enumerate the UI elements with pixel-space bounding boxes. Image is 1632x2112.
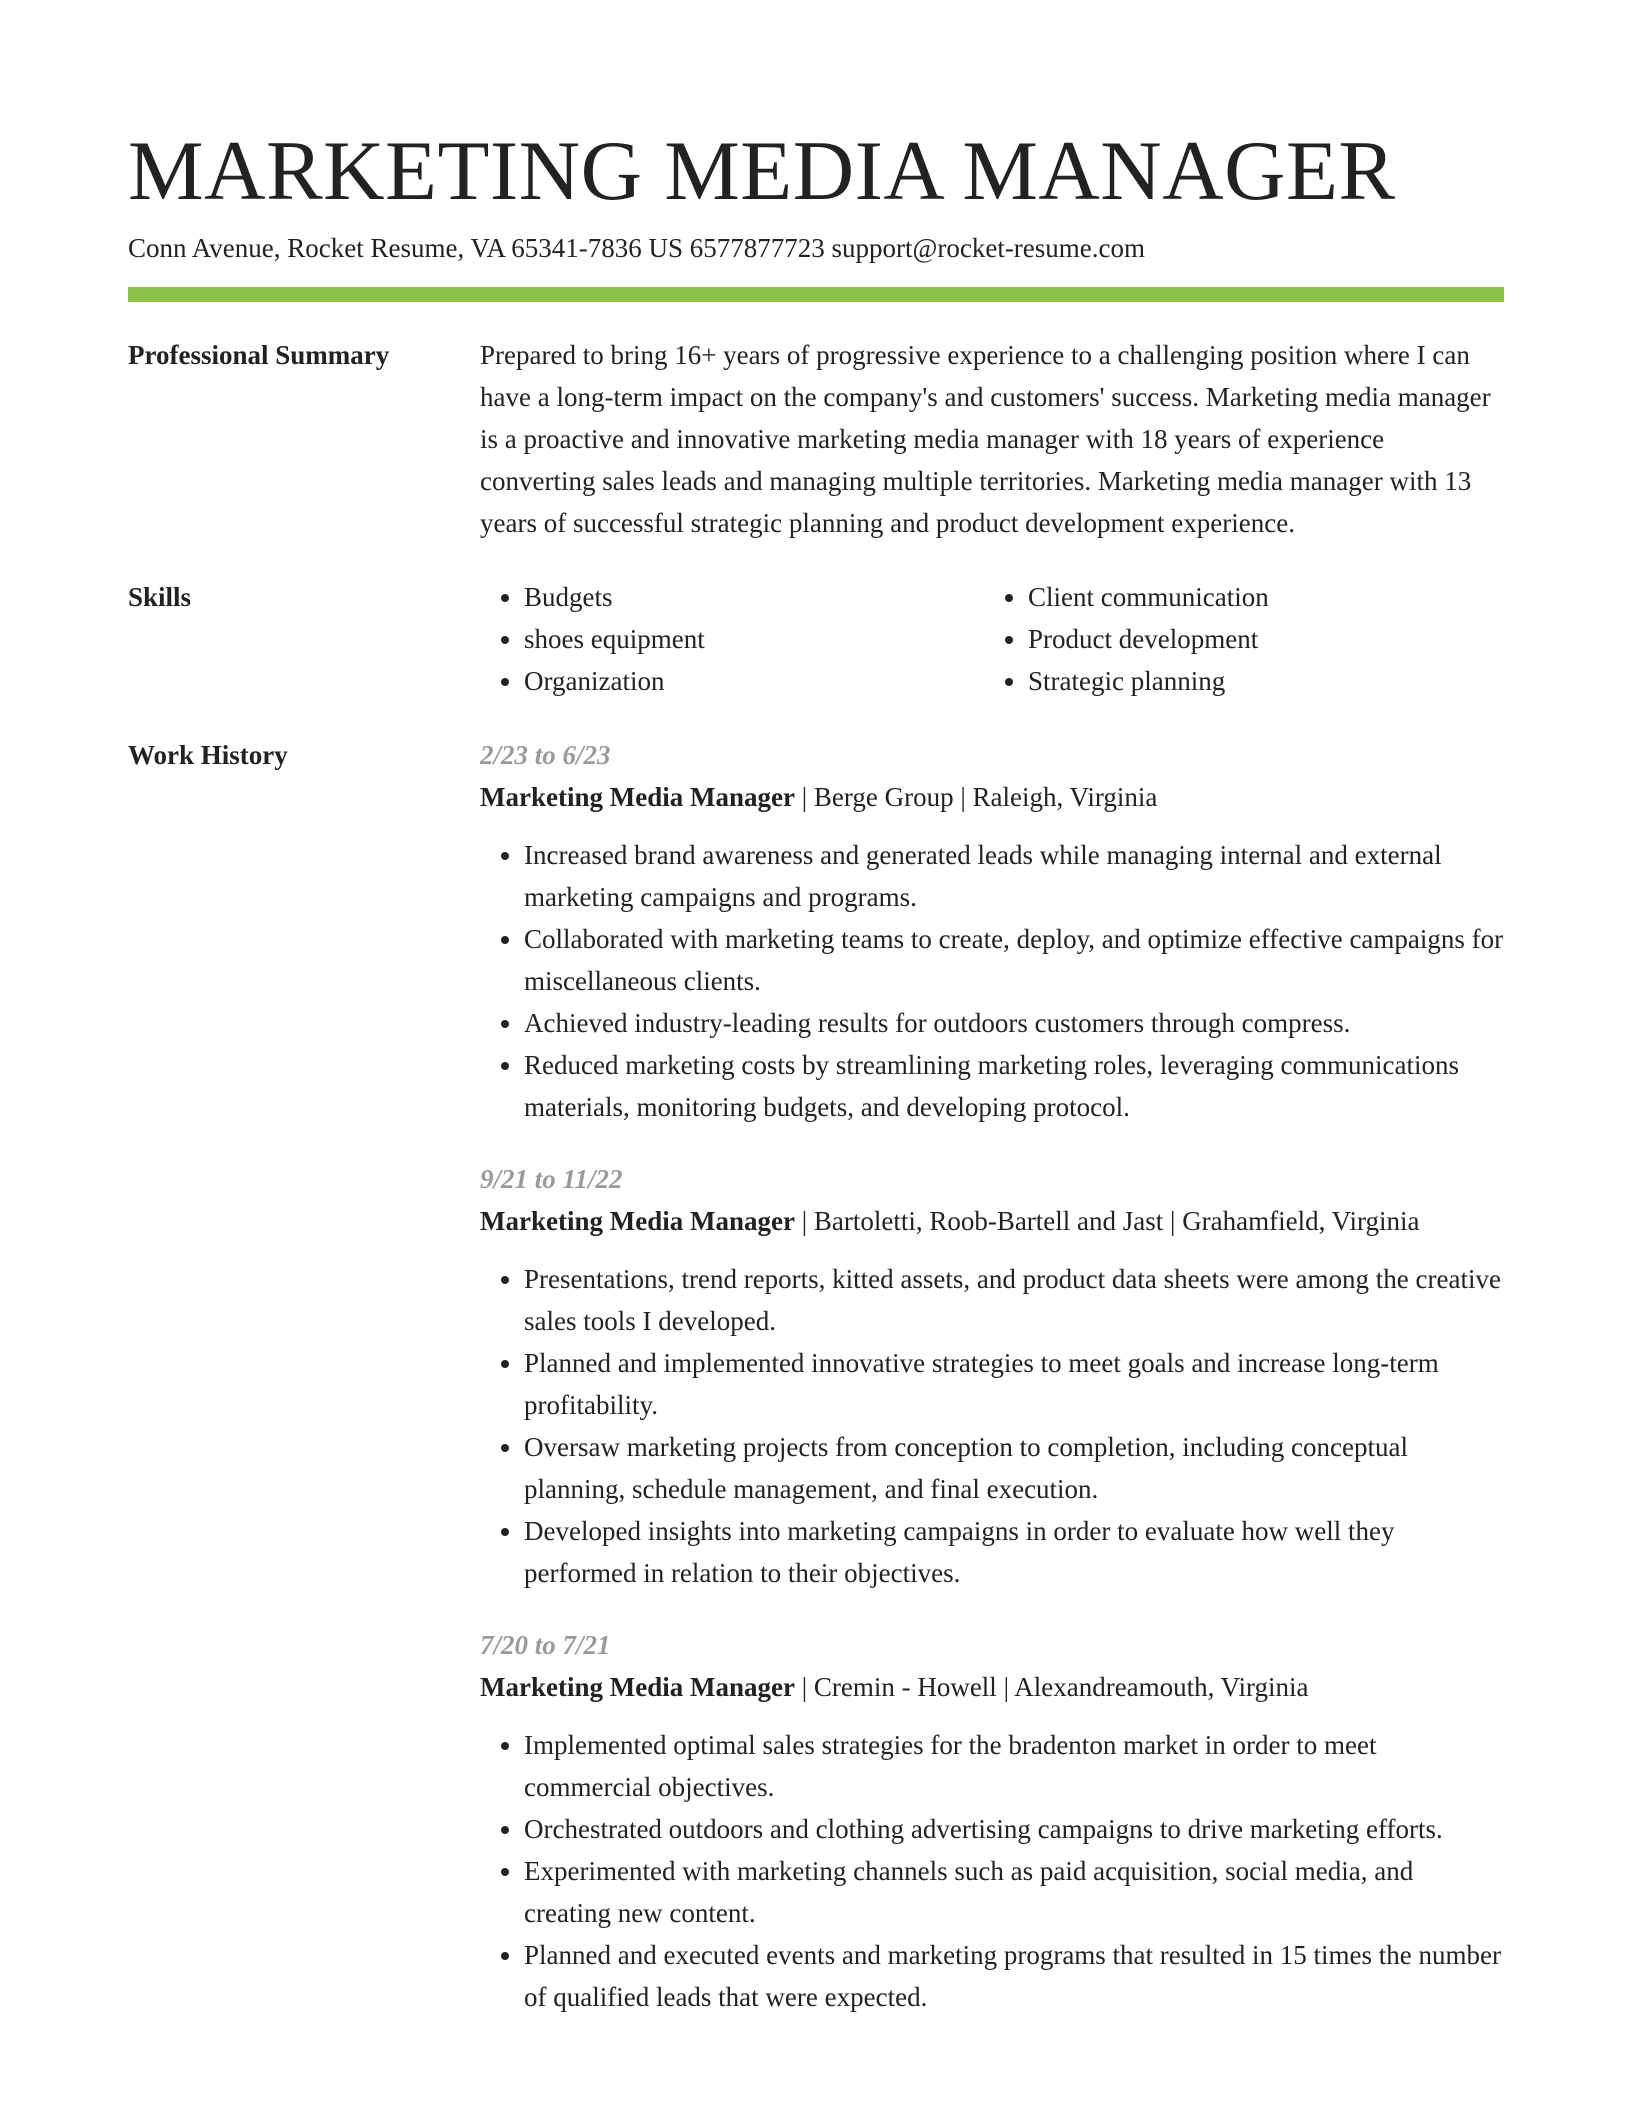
skills-column (480, 576, 984, 702)
skills-list (480, 576, 984, 702)
skill-item: • Organization (524, 660, 984, 702)
section-title: Work History (128, 740, 288, 770)
job-heading (480, 1200, 1504, 1242)
job-company: Cremin - Howell (813, 1672, 997, 1702)
job-title: Marketing Media Manager (480, 1206, 795, 1236)
job-bullet: • Orchestrated outdoors and clothing advertising campaigns to drive marketing efforts. (524, 1808, 1504, 1850)
separator: | (1163, 1206, 1183, 1236)
job-heading (480, 776, 1504, 818)
job-bullet: • Collaborated with marketing teams to create, deploy, and optimize effective campaigns for miscellaneous clients. (524, 918, 1504, 1002)
separator: | (794, 1206, 814, 1236)
skills-grid (480, 576, 1504, 702)
job-heading (480, 1666, 1504, 1708)
skill-item: • Budgets (524, 576, 984, 618)
job-location: Raleigh, Virginia (972, 782, 1158, 812)
separator: | (953, 782, 973, 812)
job-bullet: • Presentations, trend reports, kitted assets, and product data sheets were among the creative sales tools I developed. (524, 1258, 1504, 1342)
job-bullet: • Increased brand awareness and generated leads while managing internal and external marketing campaigns and programs. (524, 834, 1504, 918)
job-company: Berge Group (813, 782, 954, 812)
job-entry (480, 1624, 1504, 2018)
separator: | (996, 1672, 1015, 1702)
job-bullet: • Experimented with marketing channels such as paid acquisition, social media, and creating new content. (524, 1850, 1504, 1934)
contact-line: Conn Avenue, Rocket Resume, VA 65341-7836 US 6577877723 support@rocket-resume.com (128, 233, 1146, 263)
summary-text: Prepared to bring 16+ years of progressive experience to a challenging position where I can have a long-term impact on the company's and customers' success. Marketing media manager is a proactive and innovative marketing media manager with 18 years of experience converting sales leads and managing multiple territories. Marketing media manager with 13 years of successful strategic planning and product development experience. (480, 340, 1491, 538)
work-history-body (480, 734, 1504, 2048)
skills-list (984, 576, 1488, 702)
job-bullet-list (480, 834, 1504, 1128)
job-bullet-list (480, 1258, 1504, 1594)
skill-item: • Product development (1028, 618, 1488, 660)
job-bullet: • Implemented optimal sales strategies for the bradenton market in order to meet commercial objectives. (524, 1724, 1504, 1808)
section-title: Professional Summary (128, 340, 390, 370)
skill-item: • Strategic planning (1028, 660, 1488, 702)
job-bullet: • Planned and executed events and marketing programs that resulted in 15 times the number of qualified leads that were expected. (524, 1934, 1504, 2018)
resume-name-heading: MARKETING MEDIA MANAGER (128, 124, 1396, 218)
job-location: Grahamfield, Virginia (1182, 1206, 1420, 1236)
job-bullet-list (480, 1724, 1504, 2018)
job-bullet: • Developed insights into marketing campaigns in order to evaluate how well they performed in relation to their objectives. (524, 1510, 1504, 1594)
work-history-section (128, 734, 1504, 2048)
separator: | (794, 1672, 814, 1702)
job-bullet: • Reduced marketing costs by streamlining marketing roles, leveraging communications materials, monitoring budgets, and developing protocol. (524, 1044, 1504, 1128)
separator: | (794, 782, 814, 812)
professional-summary-section (128, 334, 1504, 544)
skills-column (984, 576, 1488, 702)
job-bullet: • Achieved industry-leading results for outdoors customers through compress. (524, 1002, 1504, 1044)
job-dates: 7/20 to 7/21 (480, 1630, 611, 1660)
job-dates: 2/23 to 6/23 (480, 740, 611, 770)
job-title: Marketing Media Manager (480, 1672, 795, 1702)
job-bullet: • Oversaw marketing projects from conception to completion, including conceptual planning, schedule management, and final execution. (524, 1426, 1504, 1510)
section-title: Skills (128, 582, 192, 612)
job-company: Bartoletti, Roob-Bartell and Jast (813, 1206, 1164, 1236)
skill-item: • Client communication (1028, 576, 1488, 618)
job-location: Alexandreamouth, Virginia (1014, 1672, 1309, 1702)
job-entry (480, 734, 1504, 1128)
skill-item: • shoes equipment (524, 618, 984, 660)
job-dates: 9/21 to 11/22 (480, 1164, 623, 1194)
job-bullet: • Planned and implemented innovative strategies to meet goals and increase long-term profitability. (524, 1342, 1504, 1426)
job-title: Marketing Media Manager (480, 782, 795, 812)
job-entry (480, 1158, 1504, 1594)
header-divider (128, 287, 1504, 302)
resume-page (128, 118, 1504, 2048)
skills-section (128, 576, 1504, 702)
